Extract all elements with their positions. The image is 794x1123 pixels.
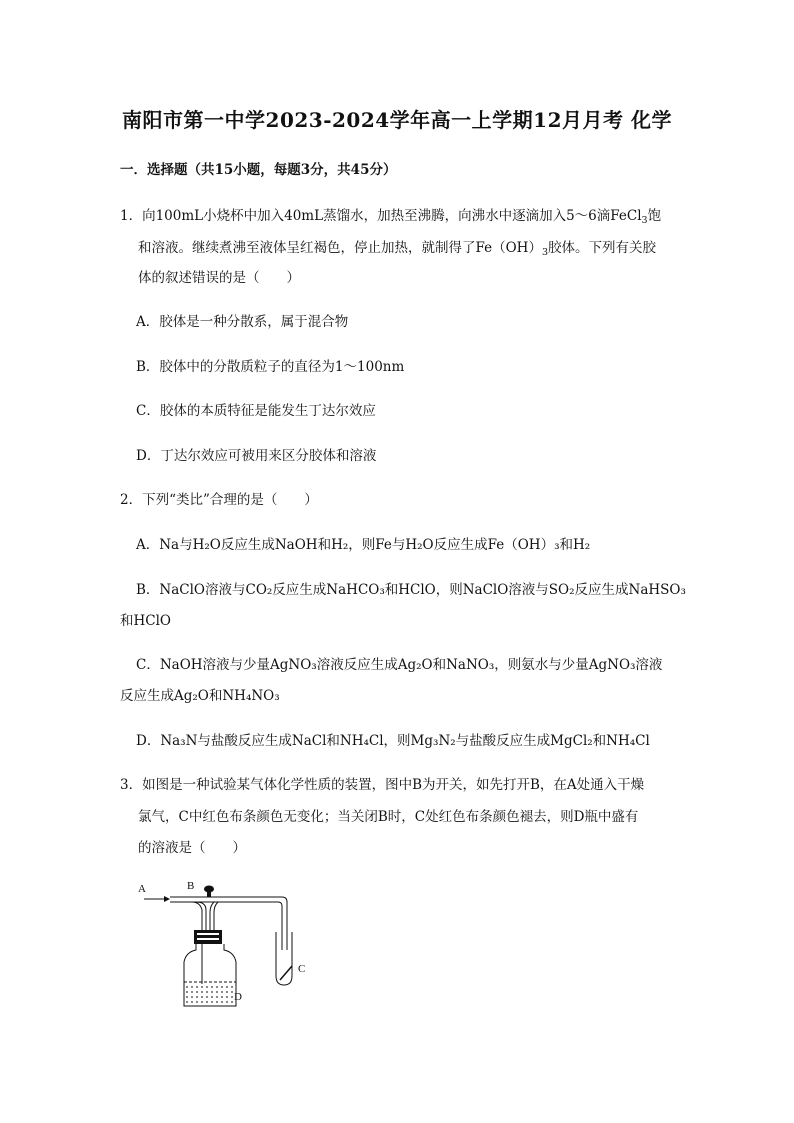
q1-option-d: D．丁达尔效应可被用来区分胶体和溶液 [136, 448, 377, 464]
q2-stem: 2．下列“类比”合理的是（ ） [120, 492, 318, 508]
q1-option-c: C．胶体的本质特征是能发生丁达尔效应 [136, 403, 376, 419]
bottle-stopper [194, 930, 222, 944]
main-pipe [170, 897, 287, 950]
q3-stem-line-1: 3．如图是一种试验某气体化学性质的装置，图中B为开关，如先打开B，在A处通入干燥 [120, 777, 645, 793]
q1-stem-line-3: 体的叙述错误的是（ ） [138, 270, 300, 286]
q2-option-b-line-2: 和HClO [120, 613, 171, 629]
q3-stem-line-3: 的溶液是（ ） [138, 840, 246, 856]
q2-option-d: D．Na₃N与盐酸反应生成NaCl和NH₄Cl，则Mg₃N₂与盐酸反应生成MgCl₂和NH₄Cl [136, 733, 650, 749]
label-b: B [187, 880, 195, 892]
label-a: A [138, 883, 146, 895]
q1-option-a: A．胶体是一种分散系，属于混合物 [136, 314, 349, 330]
gas-apparatus-figure [130, 872, 320, 1012]
q2-option-b-line-1: B．NaClO溶液与CO₂反应生成NaHCO₃和HClO，则NaClO溶液与SO₂反应生成NaHSO₃ [136, 582, 686, 598]
q3-stem-line-2: 氯气，C中红色布条颜色无变化；当关闭B时，C处红色布条颜色褪去，则D瓶中盛有 [138, 809, 639, 825]
q2-option-a: A．Na与H₂O反应生成NaOH和H₂，则Fe与H₂O反应生成Fe（OH）₃和H₂ [136, 537, 591, 553]
section-heading: 一．选择题（共15小题，每题3分，共45分） [120, 162, 397, 178]
test-tube-c [276, 932, 292, 985]
wash-bottle-d [184, 944, 236, 1006]
q2-option-c-line-1: C．NaOH溶液与少量AgNO₃溶液反应生成Ag₂O和NaNO₃，则氨水与少量AgNO₃溶液 [136, 657, 663, 673]
page-title: 南阳市第一中学2023-2024学年高一上学期12月月考 化学 [122, 108, 672, 132]
stopcock-icon [204, 886, 214, 898]
q1-stem-line-1: 1．向100mL小烧杯中加入40mL蒸馏水，加热至沸腾，向沸水中逐滴加入5～6滴FeCl$_3$饱 [120, 208, 662, 226]
q1-option-b: B．胶体中的分散质粒子的直径为1～100nm [136, 359, 405, 375]
q2-option-c-line-2: 反应生成Ag₂O和NH₄NO₃ [120, 688, 280, 704]
label-c: C [298, 963, 306, 975]
label-d: D [234, 991, 242, 1003]
q1-stem-line-2: 和溶液。继续煮沸至液体呈红褐色，停止加热，就制得了$Fe(OH)_3$胶体。下列有关胶 [138, 240, 657, 258]
inlet-arrow-icon [144, 896, 170, 902]
